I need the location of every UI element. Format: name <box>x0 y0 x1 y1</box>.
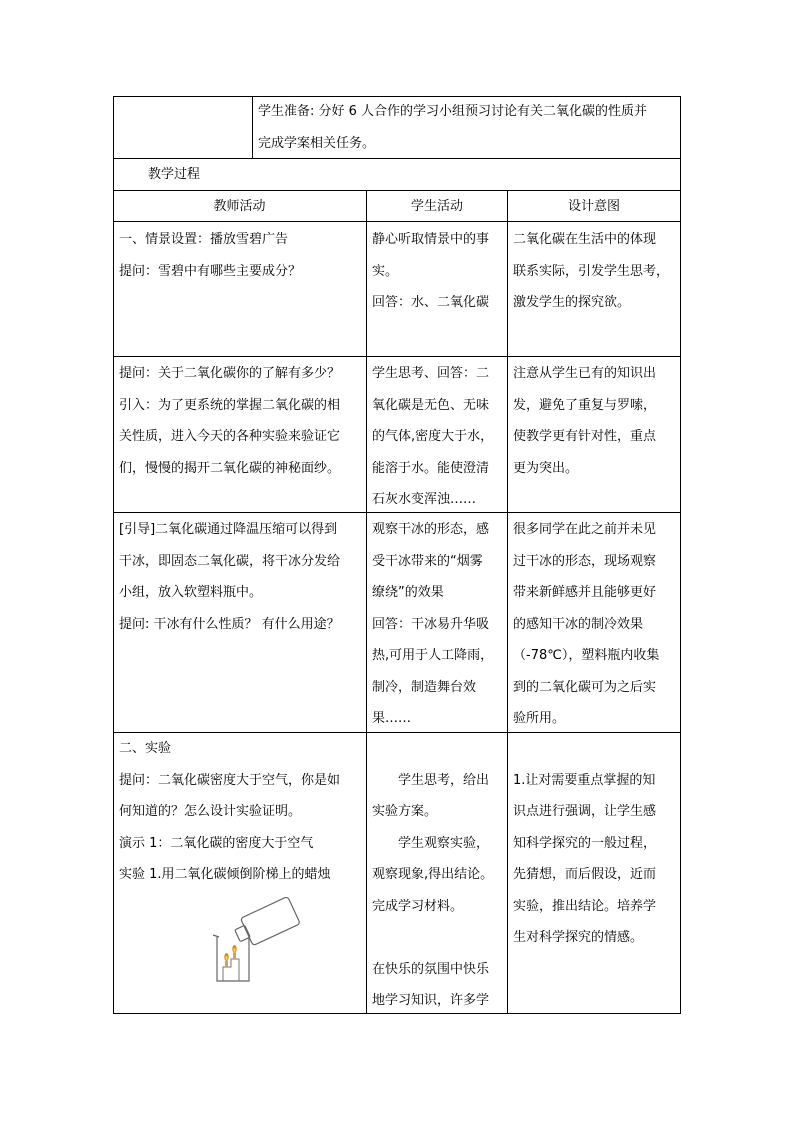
teacher-activity-cell <box>119 514 340 640</box>
student-prep-line: 完成学案相关任务。 <box>258 135 376 151</box>
text-line: （-78℃），塑料瓶内收集 <box>513 648 660 663</box>
text-line: 提问：雪碧中有哪些主要成分？ <box>119 263 302 279</box>
text-line: 实验方案。 <box>372 804 438 819</box>
text-line: 提问: 干冰有什么性质？ 有什么用途？ <box>119 616 340 632</box>
text-line: 学生观察实验， <box>398 835 490 851</box>
text-line: 制冷，制造舞台效 <box>372 679 477 695</box>
text-line: 观察干冰的形态，感 <box>372 522 490 537</box>
text-line: 使教学更有针对性，重点 <box>513 429 657 444</box>
text-line: 热,可用于人工降雨， <box>372 648 494 663</box>
text-line: 引入：为了更系统的掌握二氧化碳的相 <box>119 397 341 413</box>
text-line: 联系实际，引发学生思考， <box>513 263 670 279</box>
teacher-activity-cell <box>119 358 340 484</box>
design-intent-cell <box>513 358 656 484</box>
design-intent-cell <box>513 224 669 319</box>
text-line: 提问：关于二氧化碳你的了解有多少？ <box>119 366 341 381</box>
table-border-right <box>680 96 681 1014</box>
text-line: 生对科学探究的情感。 <box>513 930 644 945</box>
lesson-plan-table <box>113 96 681 1014</box>
header-student-text: 学生活动 <box>410 199 463 214</box>
text-line: 很多同学在此之前并未见 <box>513 522 657 537</box>
header-design <box>508 191 680 223</box>
text-line: 氧化碳是无色、无味 <box>372 397 490 413</box>
table-border-left <box>113 96 114 1014</box>
text-line: 受干冰带来的“烟雾 <box>372 553 483 569</box>
text-line: 在快乐的氛围中快乐 <box>372 961 490 977</box>
text-line <box>513 733 656 765</box>
text-line: 带来新鲜感并且能够更好 <box>513 585 657 600</box>
table-rule <box>252 96 253 158</box>
text-line: 们，慢慢的揭开二氧化碳的神秘面纱。 <box>119 460 341 476</box>
beaker-candle-illustration-icon <box>203 897 315 985</box>
text-line: 实验，推出结论。培养学 <box>513 898 657 914</box>
text-line: 提问：二氧化碳密度大于空气，你是如 <box>119 772 341 788</box>
student-activity-cell <box>372 514 493 735</box>
text-line: 演示 1：二氧化碳的密度大于空气 <box>119 835 314 851</box>
table-rule <box>366 190 367 1014</box>
header-student <box>367 191 507 223</box>
text-line: 发，避免了重复与罗嗦， <box>513 397 657 413</box>
text-line: 二、实验 <box>119 741 172 756</box>
text-line: 实。 <box>372 263 399 279</box>
text-line: 地学习知识，许多学 <box>372 993 490 1008</box>
section-title <box>148 159 200 191</box>
text-line: 识点进行强调，让学生感 <box>513 804 657 819</box>
text-line: 关性质，进入今天的各种实验来验证它 <box>119 429 341 444</box>
student-activity-cell <box>372 733 493 1017</box>
text-line <box>372 733 493 765</box>
header-design-text: 设计意图 <box>567 199 620 214</box>
header-teacher-text: 教师活动 <box>213 199 266 214</box>
text-line: 先猜想，而后假设，近而 <box>513 867 657 882</box>
text-line <box>372 922 493 954</box>
text-line: 更为突出。 <box>513 460 579 476</box>
text-line: 验所用。 <box>513 711 566 726</box>
text-line: 二氧化碳在生活中的体现 <box>513 232 657 247</box>
text-line: 完成学习材料。 <box>372 898 464 914</box>
student-prep-cell <box>258 96 676 159</box>
text-line: [引导]二氧化碳通过降温压缩可以得到 <box>119 522 338 537</box>
text-line: 的气体,密度大于水， <box>372 429 494 444</box>
teacher-activity-cell <box>119 224 301 287</box>
text-line: 静心听取情景中的事 <box>372 232 490 247</box>
student-prep-line: 学生准备: 分好 6 人合作的学习小组预习讨论有关二氧化碳的性质并 <box>258 104 648 119</box>
text-line: 到的二氧化碳可为之后实 <box>513 679 657 695</box>
text-line: 何知道的？怎么设计实验证明。 <box>119 804 302 819</box>
text-line: 实验 1.用二氧化碳倾倒阶梯上的蜡烛 <box>119 867 331 882</box>
text-line: 知科学探究的一般过程， <box>513 835 657 851</box>
design-intent-cell <box>513 514 659 735</box>
text-line: 干冰，即固态二氧化碳，将干冰分发给 <box>119 553 341 569</box>
text-line: 学生思考、回答：二 <box>372 366 490 381</box>
text-line: 1.让对需要重点掌握的知 <box>513 772 656 788</box>
section-title-text: 教学过程 <box>148 167 201 182</box>
text-line: 观察现象,得出结论。 <box>372 867 494 882</box>
text-line: 激发学生的探究欲。 <box>513 295 631 310</box>
table-rule <box>113 356 681 357</box>
text-line: 注意从学生已有的知识出 <box>513 366 657 381</box>
text-line: 能溶于水。能使澄清 <box>372 460 490 476</box>
text-line: 回答：水、二氧化碳 <box>372 295 490 310</box>
table-rule <box>507 190 508 1014</box>
text-line: 小组，放入软塑料瓶中。 <box>119 585 263 600</box>
text-line: 果…… <box>372 711 412 726</box>
header-teacher <box>113 191 366 223</box>
teacher-activity-cell <box>119 733 340 891</box>
text-line: 过干冰的形态，现场观察 <box>513 553 657 569</box>
text-line: 缭绕”的效果 <box>372 585 444 600</box>
text-line: 回答：干冰易升华吸 <box>372 616 490 632</box>
design-intent-cell <box>513 733 656 954</box>
text-line: 的感知干冰的制冷效果 <box>513 616 644 632</box>
student-activity-cell <box>372 224 489 319</box>
text-line: 石灰水变浑浊…… <box>372 492 477 507</box>
student-activity-cell <box>372 358 493 516</box>
text-line: 学生思考，给出 <box>398 772 490 788</box>
text-line: 一、情景设置：播放雪碧广告 <box>119 232 289 247</box>
